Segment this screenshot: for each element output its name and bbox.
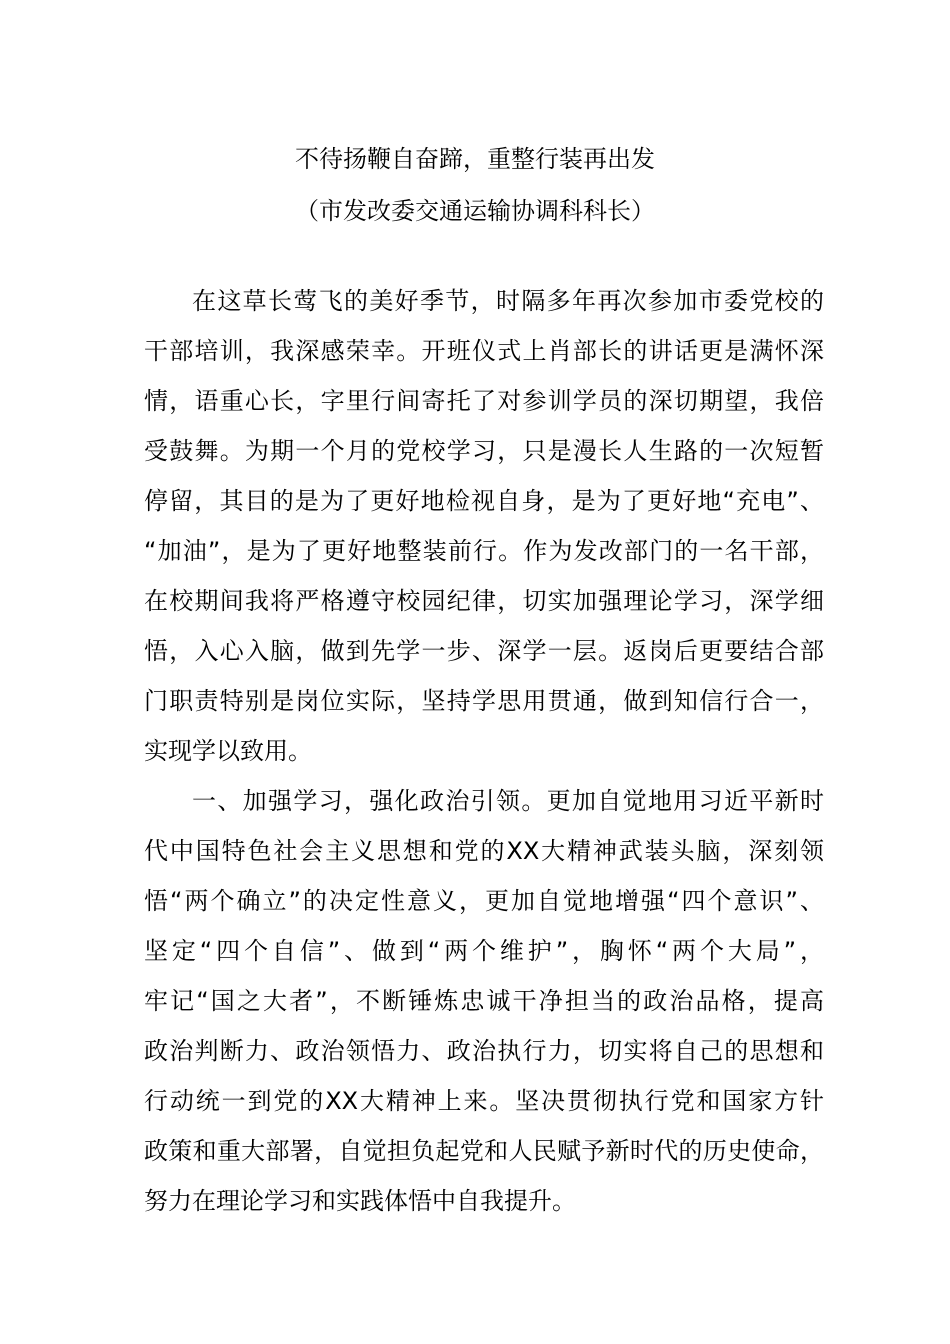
paragraph-2-line: 坚定“四个自信”、做到“两个维护”，胸怀“两个大局”， bbox=[144, 937, 824, 965]
paragraph-2-line: 牢记“国之大者”，不断锤炼忠诚干净担当的政治品格，提高 bbox=[144, 987, 824, 1015]
paragraph-1-line: 停留，其目的是为了更好地检视自身，是为了更好地“充电”、 bbox=[144, 487, 824, 515]
paragraph-2-line: 悟“两个确立”的决定性意义，更加自觉地增强“四个意识”、 bbox=[144, 887, 824, 915]
paragraph-1-line: “加油”，是为了更好地整装前行。作为发改部门的一名干部， bbox=[144, 537, 824, 565]
paragraph-1-line: 门职责特别是岗位实际，坚持学思用贯通，做到知信行合一， bbox=[144, 687, 824, 715]
paragraph-1-line: 在校期间我将严格遵守校园纪律，切实加强理论学习，深学细 bbox=[144, 587, 824, 615]
paragraph-1-line: 实现学以致用。 bbox=[144, 737, 312, 765]
paragraph-2-line: 政治判断力、政治领悟力、政治执行力，切实将自己的思想和 bbox=[144, 1037, 824, 1065]
document-body bbox=[144, 276, 824, 1226]
paragraph-2-line: 代中国特色社会主义思想和党的XX大精神武装头脑，深刻领 bbox=[144, 837, 824, 865]
paragraph-2-line: 一、加强学习，强化政治引领。更加自觉地用习近平新时 bbox=[192, 787, 824, 815]
paragraph-1-line: 在这草长莺飞的美好季节，时隔多年再次参加市委党校的 bbox=[192, 287, 824, 315]
paragraph-1-line: 悟，入心入脑，做到先学一步、深学一层。返岗后更要结合部 bbox=[144, 637, 824, 665]
paragraph-2-line: 行动统一到党的XX大精神上来。坚决贯彻执行党和国家方针 bbox=[144, 1087, 824, 1115]
paragraph-2-line: 政策和重大部署，自觉担负起党和人民赋予新时代的历史使命， bbox=[144, 1137, 824, 1165]
paragraph-1-line: 受鼓舞。为期一个月的党校学习，只是漫长人生路的一次短暂 bbox=[144, 437, 824, 465]
paragraph-2-line: 努力在理论学习和实践体悟中自我提升。 bbox=[144, 1187, 576, 1215]
paragraph-1-line: 情，语重心长，字里行间寄托了对参训学员的深切期望，我倍 bbox=[144, 387, 824, 415]
document-title: 不待扬鞭自奋蹄，重整行装再出发 bbox=[295, 145, 655, 173]
paragraph-1-line: 干部培训，我深感荣幸。开班仪式上肖部长的讲话更是满怀深 bbox=[144, 337, 824, 365]
title-block bbox=[0, 133, 950, 237]
document-subtitle: （市发改委交通运输协调科科长） bbox=[295, 197, 655, 225]
